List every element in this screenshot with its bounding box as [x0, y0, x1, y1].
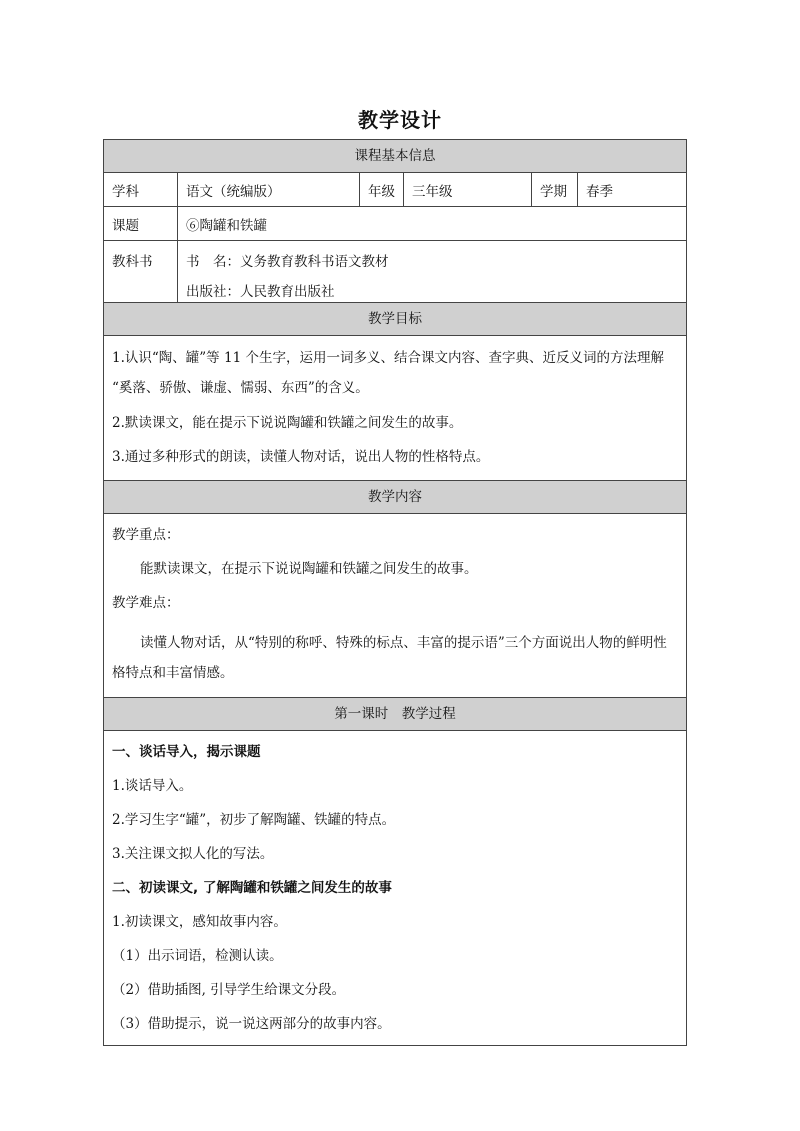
textbook-publisher: 出版社：人民教育出版社: [186, 284, 335, 300]
process-item: （2）借助插图, 引导学生给课文分段。: [112, 982, 346, 998]
objectives-block: [104, 336, 686, 481]
textbook-name: 书 名：义务教育教科书语文教材: [186, 254, 389, 270]
difficulty-text: 读懂人物对话，从“特别的称呼、特殊的标点、丰富的提示语”三个方面说出人物的鲜明性格特点和丰富情感。: [112, 635, 667, 681]
process-item: 2.学习生字“罐”，初步了解陶罐、铁罐的特点。: [112, 812, 396, 828]
section-title: 一、谈话导入，揭示课题: [112, 744, 261, 760]
page-title: 教学设计: [358, 108, 442, 132]
process-item: 1.初读课文，感知故事内容。: [112, 914, 287, 930]
key-point-text: 能默读课文，在提示下说说陶罐和铁罐之间发生的故事。: [140, 561, 478, 577]
content-header: 教学内容: [104, 481, 686, 514]
lesson-design-table: [103, 139, 687, 1046]
key-point-label: 教学重点：: [112, 527, 180, 543]
process-item: 3.关注课文拟人化的写法。: [112, 846, 274, 862]
process-item: （3）借助提示，说一说这两部分的故事内容。: [112, 1016, 391, 1032]
objective-item: 2.默读课文，能在提示下说说陶罐和铁罐之间发生的故事。: [112, 415, 463, 431]
textbook-row: [104, 241, 686, 303]
subject-value: 语文（统编版）: [178, 173, 360, 206]
objectives-header: 教学目标: [104, 303, 686, 336]
section-title: 二、初读课文, 了解陶罐和铁罐之间发生的故事: [112, 880, 392, 896]
term-label: 学期: [532, 173, 578, 206]
objective-item: 3.通过多种形式的朗读，读懂人物对话，说出人物的性格特点。: [112, 449, 490, 465]
content-block: [104, 514, 686, 698]
grade-value: 三年级: [404, 173, 532, 206]
process-header: 第一课时 教学过程: [104, 698, 686, 731]
info-row: [104, 173, 686, 207]
lesson-value: ⑥陶罐和铁罐: [186, 217, 267, 234]
objective-item: 1.认识“陶、罐”等 11 个生字，运用一词多义、结合课文内容、查字典、近反义词的方法理解 “奚落、骄傲、谦虚、懦弱、东西”的含义。: [112, 350, 664, 396]
lesson-row: [104, 207, 686, 241]
basic-info-header: 课程基本信息: [104, 140, 686, 173]
process-block: [104, 731, 686, 1045]
difficulty-label: 教学难点：: [112, 595, 180, 611]
lesson-label: 课题: [104, 207, 178, 240]
process-item: 1.谈话导入。: [112, 778, 193, 794]
term-value: 春季: [586, 183, 613, 200]
process-item: （1）出示词语，检测认读。: [112, 948, 283, 964]
subject-label: 学科: [104, 173, 178, 206]
grade-label: 年级: [360, 173, 404, 206]
textbook-label: 教科书: [104, 241, 178, 302]
